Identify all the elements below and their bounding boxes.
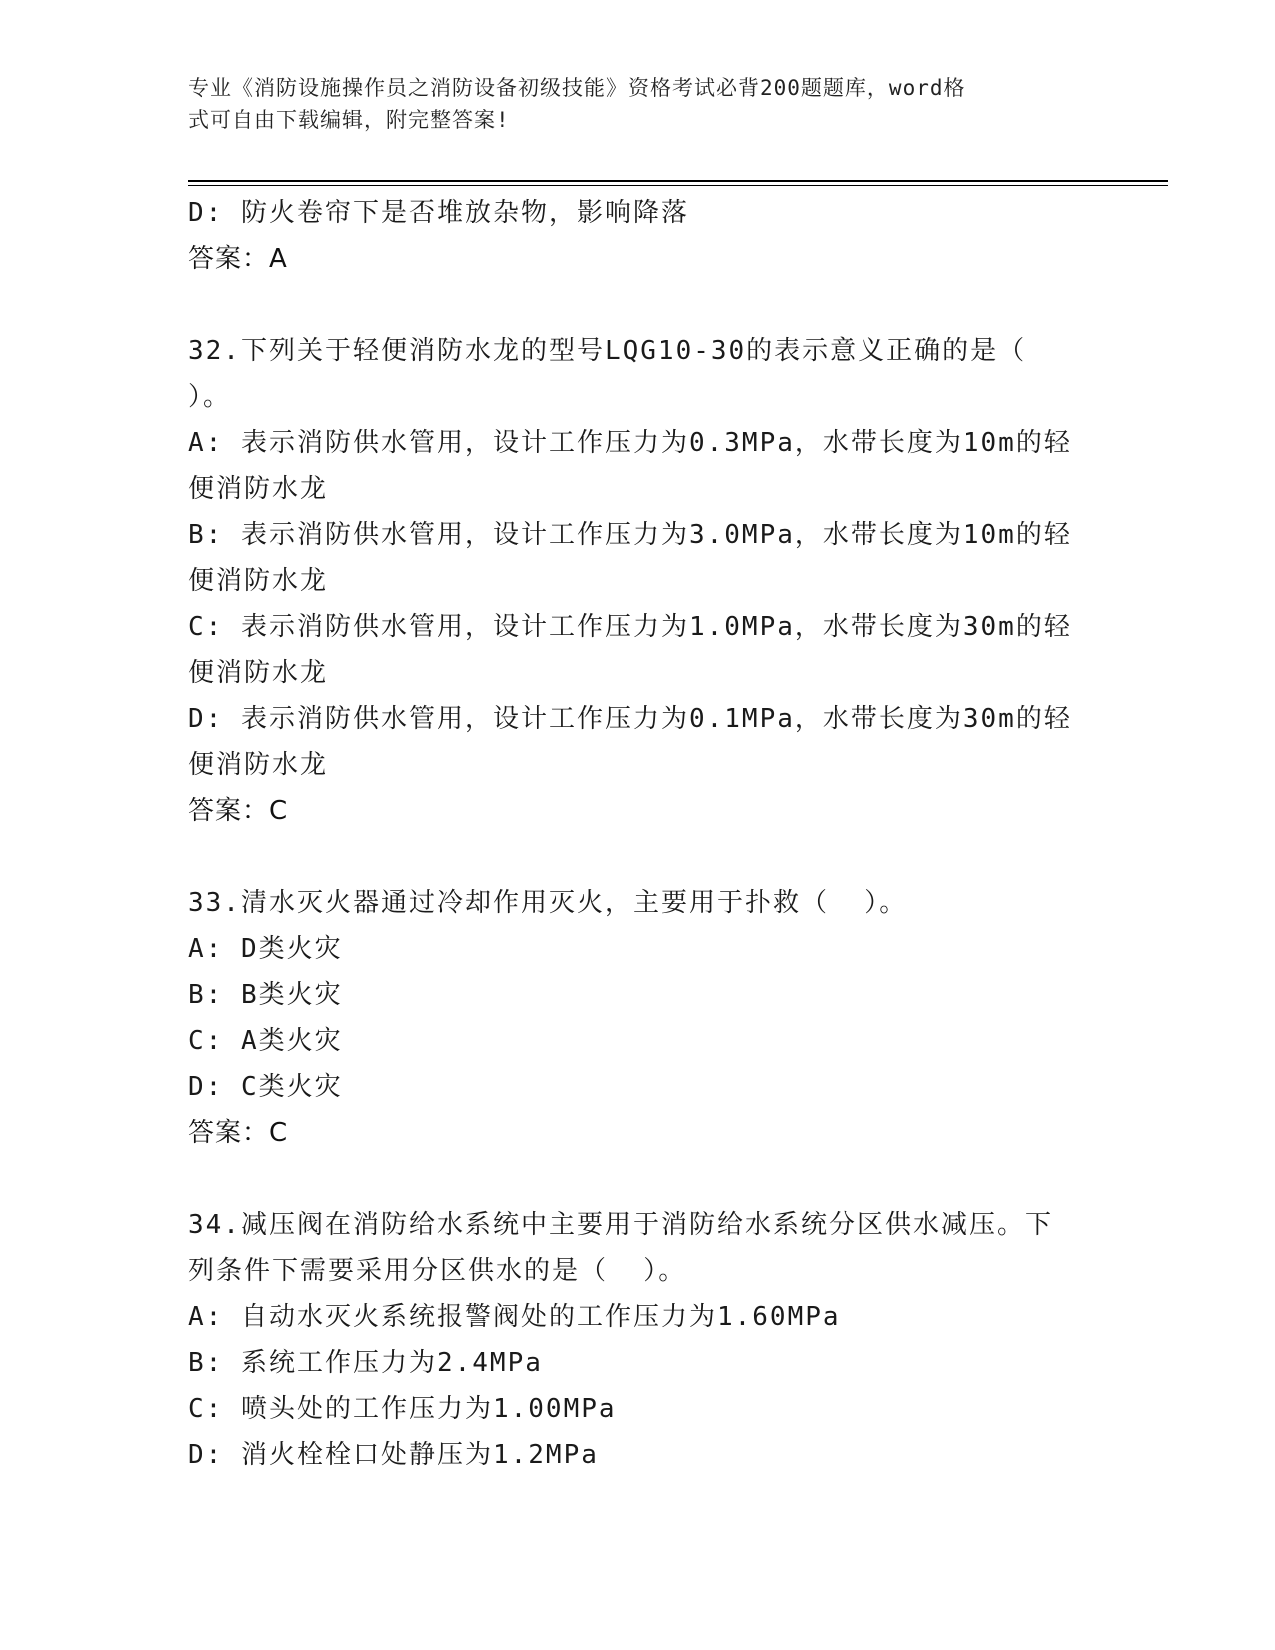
option-b-cont: 便消防水龙 (188, 566, 329, 596)
option-c: C: A类火灾 (188, 1026, 343, 1056)
header-divider-thin (188, 185, 1168, 186)
option-d: D: 防火卷帘下是否堆放杂物，影响降落 (188, 198, 689, 228)
option-d-cont: 便消防水龙 (188, 750, 329, 780)
option-c-cont: 便消防水龙 (188, 658, 329, 688)
answer-label: 答案：C (188, 1118, 289, 1148)
question-stem-cont: ）。 (188, 382, 232, 412)
question-stem-cont: 列条件下需要采用分区供水的是（ ）。 (188, 1256, 687, 1286)
option-b: B: 系统工作压力为2.4MPa (188, 1348, 543, 1378)
question-32 (188, 328, 1088, 834)
option-d: D: 表示消防供水管用，设计工作压力为0.1MPa，水带长度为30m的轻 (188, 704, 1072, 734)
header-divider-thick (188, 180, 1168, 182)
document-header (188, 72, 1088, 136)
option-b: B: 表示消防供水管用，设计工作压力为3.0MPa，水带长度为10m的轻 (188, 520, 1072, 550)
header-line-1: 专业《消防设施操作员之消防设备初级技能》资格考试必背200题题库，word格 (188, 76, 966, 100)
option-a: A: 表示消防供水管用，设计工作压力为0.3MPa，水带长度为10m的轻 (188, 428, 1072, 458)
option-a: A: 自动水灭火系统报警阀处的工作压力为1.60MPa (188, 1302, 841, 1332)
question-stem: 34.减压阀在消防给水系统中主要用于消防给水系统分区供水减压。下 (188, 1210, 1053, 1240)
previous-question-tail (188, 190, 1088, 282)
question-33 (188, 880, 1088, 1156)
option-a: A: D类火灾 (188, 934, 343, 964)
question-34 (188, 1202, 1088, 1478)
option-a-cont: 便消防水龙 (188, 474, 329, 504)
option-d: D: 消火栓栓口处静压为1.2MPa (188, 1440, 599, 1470)
answer-label: 答案：C (188, 796, 289, 826)
option-c: C: 喷头处的工作压力为1.00MPa (188, 1394, 617, 1424)
question-content (188, 190, 1088, 1478)
question-stem: 33.清水灭火器通过冷却作用灭火，主要用于扑救（ ）。 (188, 888, 908, 918)
option-b: B: B类火灾 (188, 980, 343, 1010)
option-d: D: C类火灾 (188, 1072, 343, 1102)
header-line-2: 式可自由下载编辑，附完整答案! (188, 108, 510, 132)
question-stem: 32.下列关于轻便消防水龙的型号LQG10-30的表示意义正确的是（ (188, 336, 1027, 366)
answer-label: 答案：A (188, 244, 288, 274)
option-c: C: 表示消防供水管用，设计工作压力为1.0MPa，水带长度为30m的轻 (188, 612, 1072, 642)
